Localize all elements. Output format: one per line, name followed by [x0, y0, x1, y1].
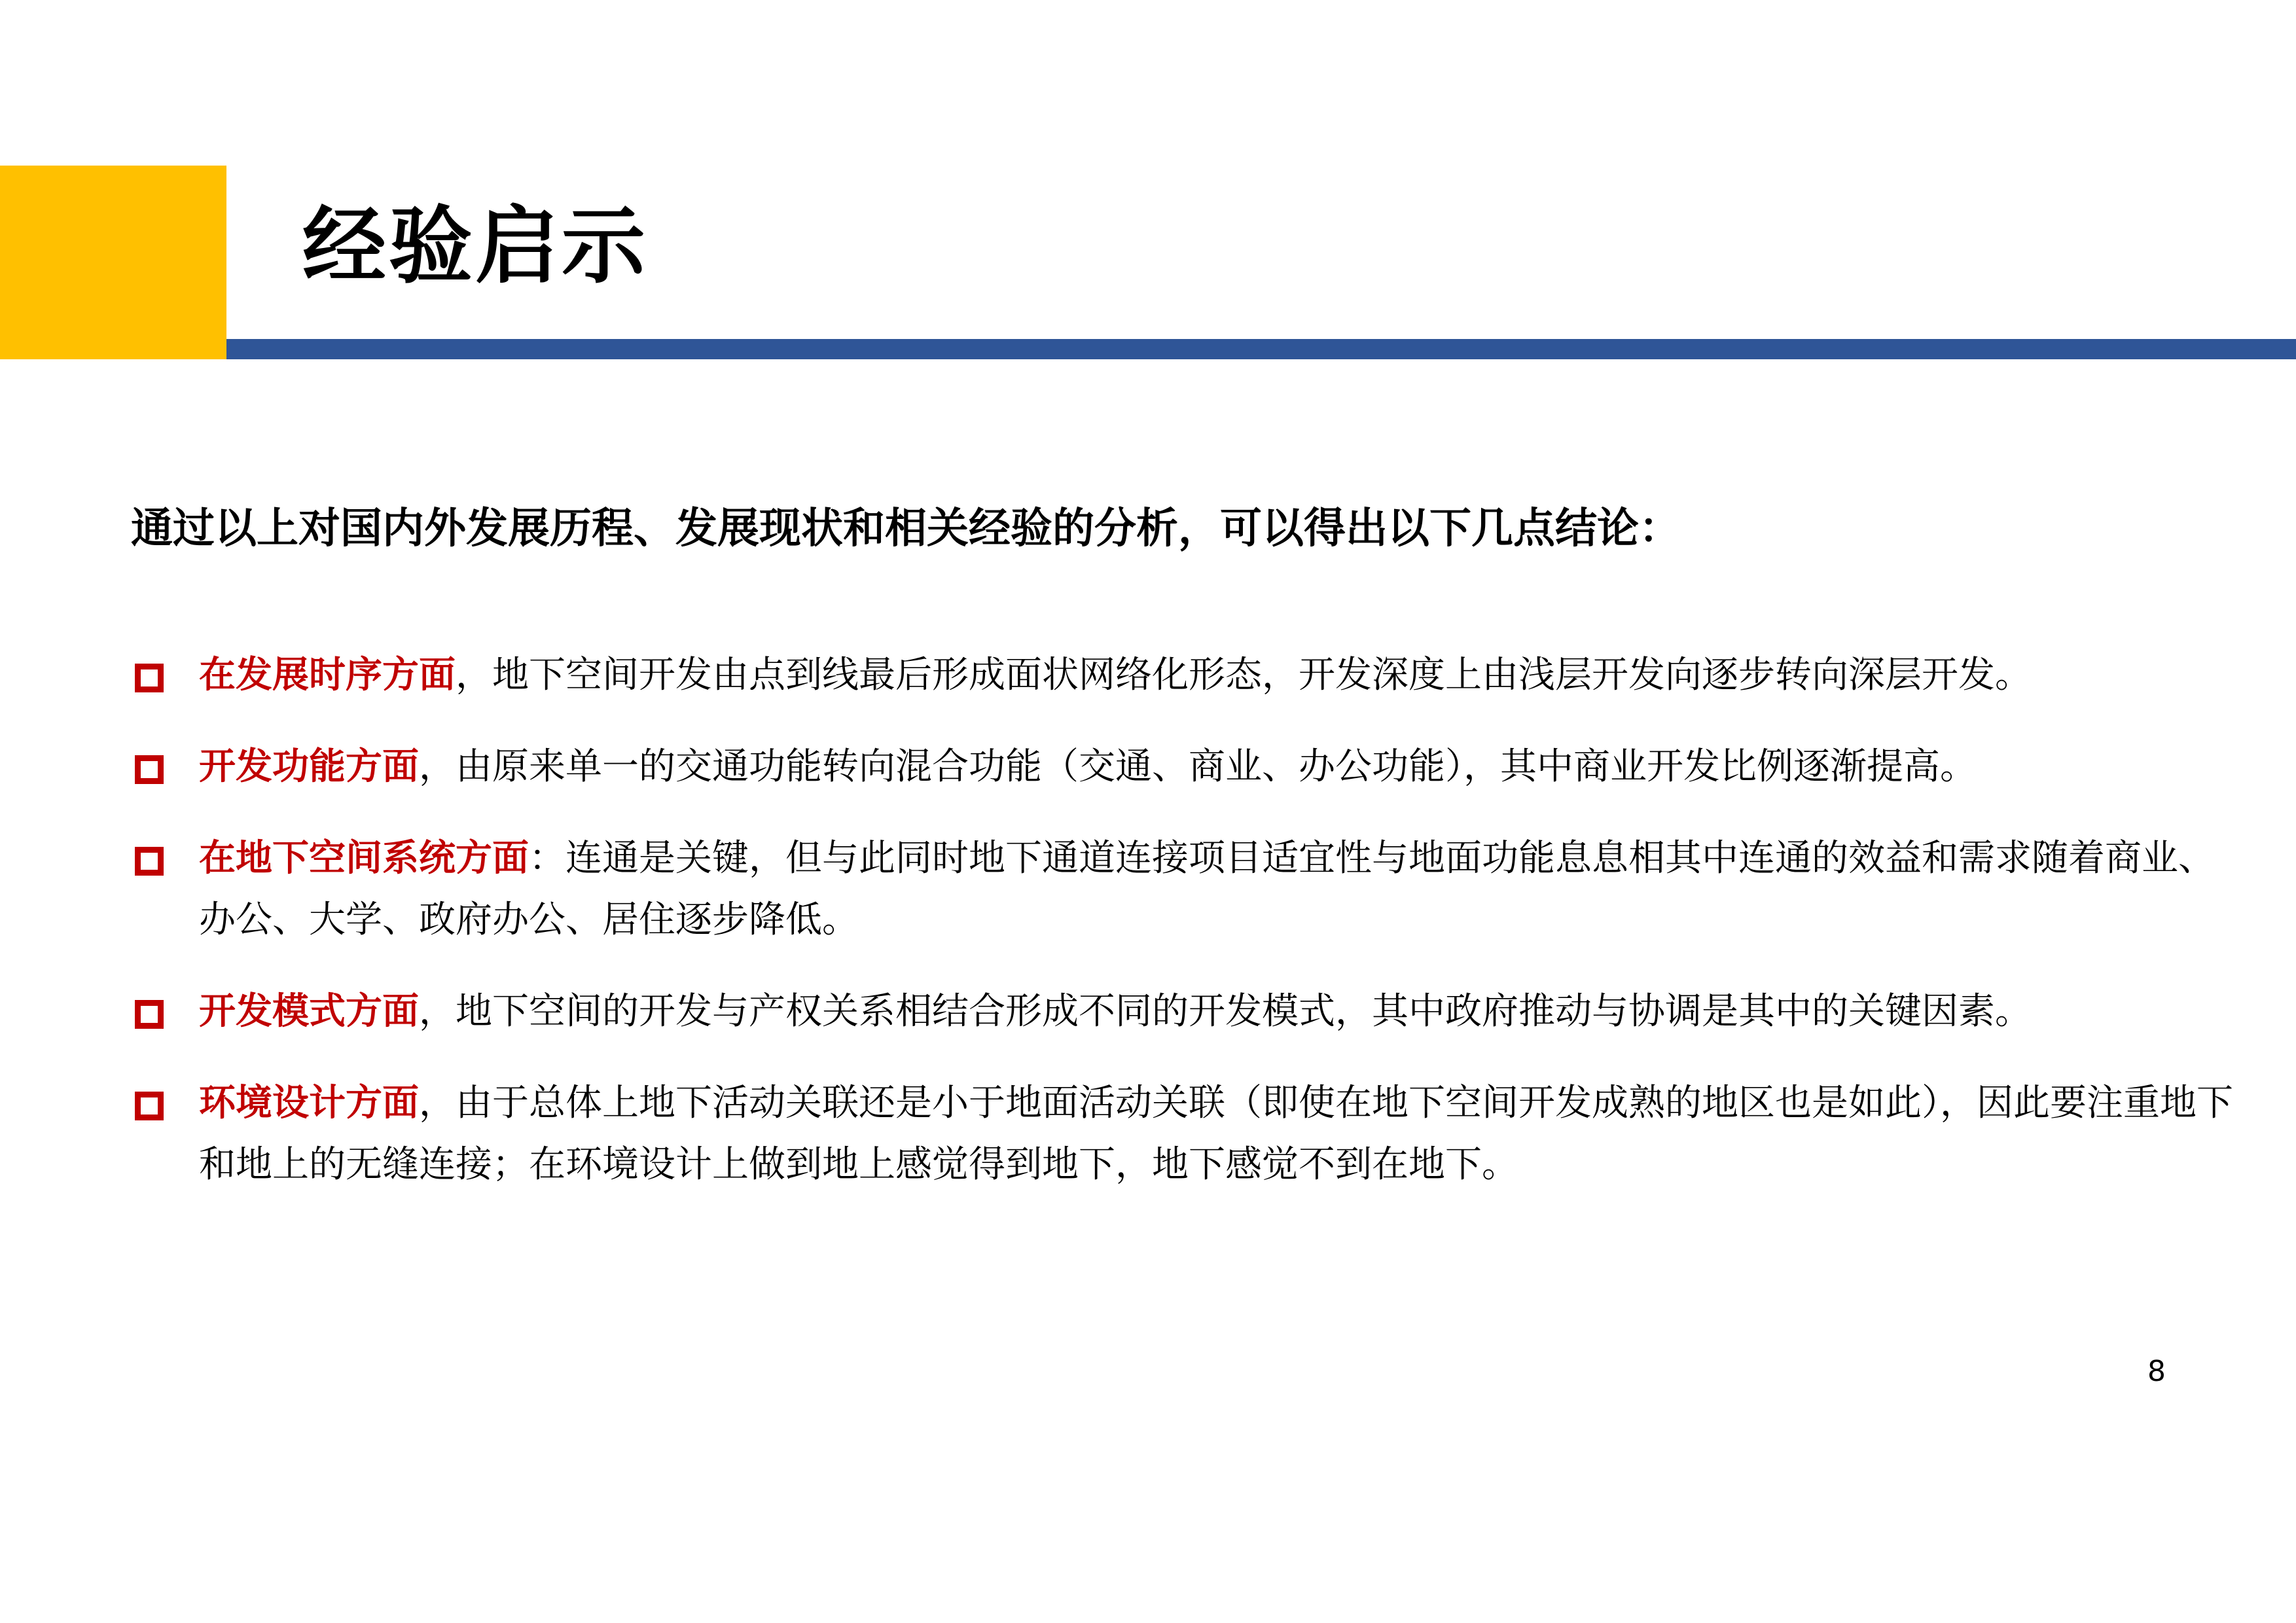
conclusion-item [131, 1073, 2245, 1196]
conclusion-heading: 开发功能方面 [199, 745, 419, 788]
conclusion-text: ，地下空间开发由点到线最后形成面状网络化形态，开发深度上由浅层开发向逐步转向深层开发。 [456, 654, 2032, 696]
conclusion-text: ，地下空间的开发与产权关系相结合形成不同的开发模式，其中政府推动与协调是其中的关键因素。 [419, 990, 2032, 1033]
conclusion-text: ，由于总体上地下活动关联还是小于地面活动关联（即使在地下空间开发成熟的地区也是如此），因此要注重地下和地上的无缝连接；在环境设计上做到地上感觉得到地下，地下感觉不到在地下。 [199, 1082, 2233, 1186]
square-bullet-icon [135, 847, 164, 876]
conclusion-heading: 在地下空间系统方面 [199, 837, 529, 880]
conclusion-list [131, 645, 2245, 1226]
title-accent-block [0, 166, 226, 359]
conclusion-item [131, 736, 2245, 798]
square-bullet-icon [135, 1092, 164, 1120]
page-number: 8 [2147, 1355, 2166, 1388]
conclusion-item [131, 981, 2245, 1043]
conclusion-item [131, 645, 2245, 706]
conclusion-text: ：连通是关键，但与此同时地下通道连接项目适宜性与地面功能息息相其中连通的效益和需求随着商业、办公、大学、政府办公、居住逐步降低。 [199, 837, 2215, 941]
conclusion-heading: 在发展时序方面 [199, 654, 456, 696]
conclusion-item [131, 828, 2245, 951]
conclusion-heading: 环境设计方面 [199, 1082, 419, 1124]
title-underline-bar [226, 339, 2296, 359]
square-bullet-icon [135, 1000, 164, 1029]
slide-title: 经验启示 [302, 198, 649, 295]
intro-sentence: 通过以上对国内外发展历程、发展现状和相关经验的分析，可以得出以下几点结论： [131, 505, 1681, 553]
conclusion-heading: 开发模式方面 [199, 990, 419, 1033]
conclusion-text: ，由原来单一的交通功能转向混合功能（交通、商业、办公功能），其中商业开发比例逐渐提高。 [419, 745, 1977, 788]
square-bullet-icon [135, 755, 164, 784]
square-bullet-icon [135, 664, 164, 692]
